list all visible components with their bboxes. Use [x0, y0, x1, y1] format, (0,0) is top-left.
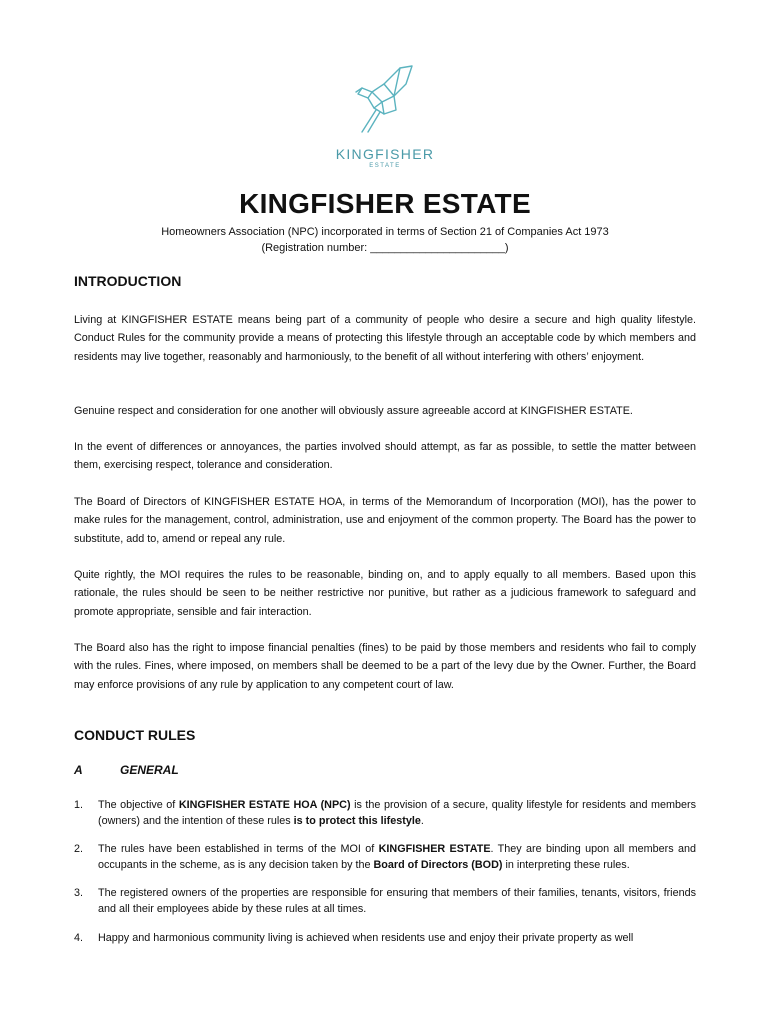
rule-number: 3. [74, 887, 84, 899]
estate-logo [324, 62, 446, 172]
rule-text: Happy and harmonious community living is achieved when residents use and enjoy their private property as well [98, 932, 634, 944]
intro-paragraph: In the event of differences or annoyances, the parties involved should attempt, as far as possible, to settle the matter between them, exercising respect, tolerance and consideration. [74, 441, 696, 472]
intro-paragraph: Genuine respect and consideration for one another will obviously assure agreeable accord at KINGFISHER ESTATE. [74, 405, 633, 417]
rule-text: The rules have been established in terms of the MOI of KINGFISHER ESTATE. They are binding upon all members and occupants in the scheme, as is any decision taken by the Board of Directors (BOD) in interpreting these rules. [98, 843, 696, 872]
introduction-heading: INTRODUCTION [74, 273, 182, 289]
rule-number: 2. [74, 843, 84, 855]
section-letter: A [74, 763, 83, 777]
intro-paragraph: The Board of Directors of KINGFISHER ESTATE HOA, in terms of the Memorandum of Incorporation (MOI), has the power to make rules for the management, control, administration, use and enjoyment of the common property. The Board has the power to substitute, add to, amend or repeal any rule. [74, 496, 696, 545]
document-title: KINGFISHER ESTATE [239, 188, 531, 219]
intro-paragraph: The Board also has the right to impose financial penalties (fines) to be paid by those members and residents who fail to comply with the rules. Fines, where imposed, on members shall be deemed to be a part of the levy due by the Owner. Further, the Board may enforce provisions of any rule by application to any competent court of law. [74, 642, 696, 691]
rule-item [74, 797, 696, 829]
rule-item [74, 885, 696, 917]
rule-text: The objective of KINGFISHER ESTATE HOA (NPC) is the provision of a secure, quality lifestyle for residents and members (owners) and the intention of these rules is to protect this lifestyle. [98, 799, 696, 828]
rule-item [74, 930, 696, 946]
section-heading [74, 763, 179, 777]
logo-subword: ESTATE [369, 163, 401, 169]
section-title: GENERAL [120, 763, 179, 777]
rule-number: 1. [74, 799, 84, 811]
rule-number: 4. [74, 932, 84, 944]
document-subtitle: Homeowners Association (NPC) incorporated in terms of Section 21 of Companies Act 1973 [161, 226, 609, 238]
rule-text: The registered owners of the properties are responsible for ensuring that members of their families, tenants, visitors, friends and all their employees abide by these rules at all times. [98, 887, 696, 916]
registration-number-line: (Registration number: ______________________) [261, 242, 509, 254]
logo-wordmark: KINGFISHER [335, 146, 435, 162]
intro-paragraph: Living at KINGFISHER ESTATE means being part of a community of people who desire a secure and high quality lifestyle. Conduct Rules for the community provide a means of protecting this lifestyle through an acceptable code by which members and residents may live together, reasonably and harmoniously, to the benefit of all without interfering with others’ enjoyment. [74, 314, 696, 363]
rule-item [74, 841, 696, 873]
intro-paragraph: Quite rightly, the MOI requires the rules to be reasonable, binding on, and to apply equally to all members. Based upon this rationale, the rules should be seen to be neither restrictive nor punitive, but rather as a judicious framework to safeguard and promote appropriate, sensible and fair interaction. [74, 569, 696, 618]
kingfisher-bird-icon [354, 62, 416, 136]
conduct-rules-heading: CONDUCT RULES [74, 727, 196, 743]
